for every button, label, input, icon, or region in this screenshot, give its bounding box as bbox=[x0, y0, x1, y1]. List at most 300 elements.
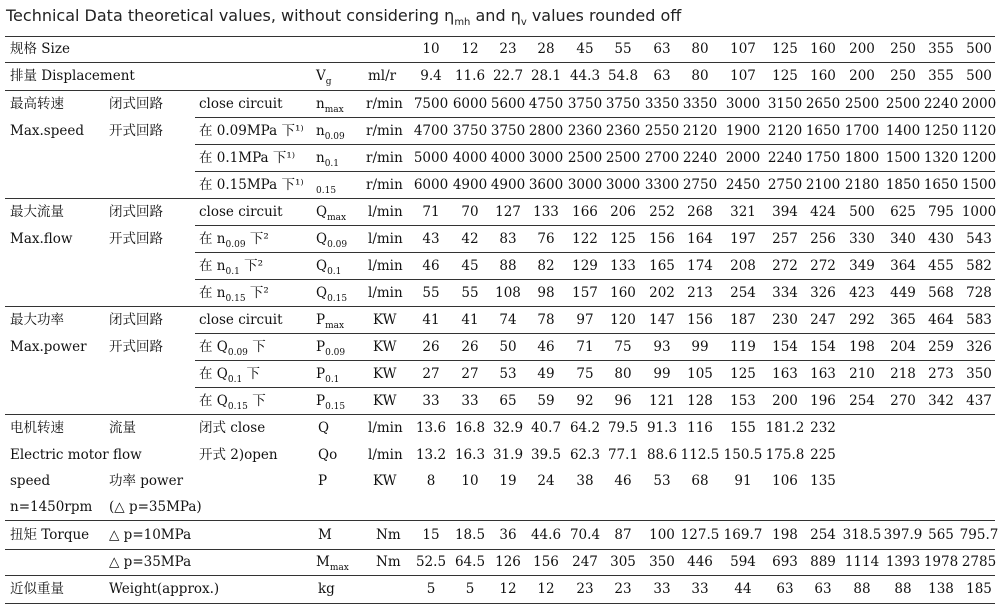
table-cell: 135 bbox=[810, 473, 836, 489]
table-cell: 154 bbox=[772, 339, 798, 355]
row-label: ml/r bbox=[368, 68, 397, 84]
table-cell: 2500 bbox=[605, 150, 641, 166]
row-label: 在 $n_{0.1}$ 下² bbox=[199, 258, 264, 277]
table-cell: 54.8 bbox=[607, 68, 639, 84]
row-label: $P_{0.1}$ bbox=[316, 366, 340, 385]
table-cell: 500 bbox=[966, 41, 992, 57]
row-label: close circuit bbox=[199, 204, 283, 220]
table-cell: 63 bbox=[653, 68, 671, 84]
table-cell: 1850 bbox=[885, 177, 921, 193]
table-cell: 163 bbox=[810, 366, 836, 382]
row-label: 在 $n_{0.15}$ 下² bbox=[199, 285, 269, 304]
table-cell: 5 bbox=[426, 581, 436, 597]
table-cell: 3750 bbox=[490, 123, 526, 139]
table-cell: 437 bbox=[966, 393, 992, 409]
table-rule bbox=[5, 520, 995, 521]
table-rule bbox=[5, 36, 995, 37]
table-rule bbox=[5, 306, 995, 307]
table-cell: 77.1 bbox=[607, 447, 639, 463]
table-cell: 127.5 bbox=[680, 527, 720, 543]
table-cell: 181.2 bbox=[765, 420, 805, 436]
table-cell: 256 bbox=[810, 231, 836, 247]
table-cell: 2500 bbox=[885, 96, 921, 112]
row-label: 最高转速 bbox=[10, 96, 64, 112]
row-label: Max.power bbox=[10, 339, 87, 355]
table-cell: 175.8 bbox=[765, 447, 805, 463]
table-cell: 63 bbox=[814, 581, 832, 597]
table-cell: 198 bbox=[772, 527, 798, 543]
table-cell: 3000 bbox=[605, 177, 641, 193]
row-label: 在 $Q_{0.09}$ 下 bbox=[199, 339, 266, 358]
table-cell: 3350 bbox=[644, 96, 680, 112]
table-cell: 1978 bbox=[923, 554, 959, 570]
table-cell: 133 bbox=[533, 204, 559, 220]
table-cell: 252 bbox=[649, 204, 675, 220]
table-cell: 27 bbox=[461, 366, 479, 382]
table-rule bbox=[5, 62, 995, 63]
table-cell: 155 bbox=[730, 420, 756, 436]
row-label: $Q_{0.1}$ bbox=[316, 258, 342, 277]
table-cell: 71 bbox=[422, 204, 440, 220]
table-cell: 364 bbox=[890, 258, 916, 274]
table-cell: 44.3 bbox=[569, 68, 601, 84]
table-cell: 11.6 bbox=[454, 68, 486, 84]
table-cell: 3750 bbox=[452, 123, 488, 139]
table-cell: 206 bbox=[610, 204, 636, 220]
table-cell: 28.1 bbox=[530, 68, 562, 84]
table-cell: 33 bbox=[691, 581, 709, 597]
table-cell: 147 bbox=[649, 312, 675, 328]
table-cell: 45 bbox=[461, 258, 479, 274]
row-label: kg bbox=[318, 581, 335, 597]
table-cell: 4000 bbox=[490, 150, 526, 166]
table-cell: 5000 bbox=[413, 150, 449, 166]
table-cell: 105 bbox=[687, 366, 713, 382]
table-cell: 33 bbox=[422, 393, 440, 409]
table-cell: 44.6 bbox=[530, 527, 562, 543]
table-rule bbox=[195, 171, 995, 172]
table-cell: 33 bbox=[461, 393, 479, 409]
row-label: 闭式 close bbox=[199, 420, 266, 436]
table-cell: 394 bbox=[772, 204, 798, 220]
table-cell: 96 bbox=[614, 393, 632, 409]
table-cell: 446 bbox=[687, 554, 713, 570]
row-label: 在 $Q_{0.1}$ 下 bbox=[199, 366, 260, 385]
table-cell: 157 bbox=[572, 285, 598, 301]
row-label: close circuit bbox=[199, 96, 283, 112]
table-cell: 83 bbox=[499, 231, 517, 247]
table-cell: 75 bbox=[576, 366, 594, 382]
table-cell: 2500 bbox=[567, 150, 603, 166]
table-cell: 397.9 bbox=[883, 527, 923, 543]
row-label: 近似重量 bbox=[10, 581, 64, 597]
row-label: 规格 Size bbox=[10, 41, 70, 57]
row-label: $n_{0.09}$ bbox=[316, 123, 345, 142]
table-cell: 80 bbox=[614, 366, 632, 382]
table-cell: 31.9 bbox=[492, 447, 524, 463]
table-cell: 91.3 bbox=[646, 420, 678, 436]
table-cell: 568 bbox=[928, 285, 954, 301]
table-cell: 250 bbox=[890, 68, 916, 84]
table-heading: Technical Data theoretical values, without considering $\eta_{mh}$ and $\eta_v$ values rounded off bbox=[6, 6, 682, 29]
row-label: l/min bbox=[368, 258, 403, 274]
table-cell: 46 bbox=[422, 258, 440, 274]
row-label: 开式回路 bbox=[109, 123, 163, 139]
table-cell: 4700 bbox=[413, 123, 449, 139]
table-cell: 24 bbox=[537, 473, 555, 489]
table-cell: 3600 bbox=[528, 177, 564, 193]
table-cell: 565 bbox=[928, 527, 954, 543]
table-cell: 254 bbox=[730, 285, 756, 301]
table-cell: 127 bbox=[495, 204, 521, 220]
table-rule bbox=[195, 252, 995, 253]
table-cell: 4900 bbox=[490, 177, 526, 193]
table-cell: 40.7 bbox=[530, 420, 562, 436]
table-cell: 44 bbox=[734, 581, 752, 597]
table-cell: 27 bbox=[422, 366, 440, 382]
table-cell: 12 bbox=[537, 581, 555, 597]
table-cell: 91 bbox=[734, 473, 752, 489]
table-cell: 1120 bbox=[961, 123, 997, 139]
table-cell: 582 bbox=[966, 258, 992, 274]
table-cell: 75 bbox=[614, 339, 632, 355]
table-cell: 82 bbox=[537, 258, 555, 274]
table-rule bbox=[5, 90, 995, 91]
table-cell: 365 bbox=[890, 312, 916, 328]
row-label: (△ p=35MPa) bbox=[109, 499, 202, 515]
table-cell: 121 bbox=[649, 393, 675, 409]
table-cell: 1700 bbox=[844, 123, 880, 139]
table-cell: 120 bbox=[610, 312, 636, 328]
table-cell: 795 bbox=[928, 204, 954, 220]
table-cell: 4900 bbox=[452, 177, 488, 193]
table-rule bbox=[195, 144, 995, 145]
table-cell: 76 bbox=[537, 231, 555, 247]
table-cell: 3750 bbox=[567, 96, 603, 112]
table-cell: 187 bbox=[730, 312, 756, 328]
table-cell: 36 bbox=[499, 527, 517, 543]
table-cell: 43 bbox=[422, 231, 440, 247]
table-cell: 88 bbox=[853, 581, 871, 597]
row-label: Qo bbox=[318, 447, 338, 463]
row-label: KW bbox=[373, 393, 397, 409]
table-cell: 64.5 bbox=[454, 554, 486, 570]
table-cell: 12 bbox=[461, 41, 479, 57]
table-cell: 273 bbox=[928, 366, 954, 382]
row-label: 在 0.1MPa 下¹⁾ bbox=[199, 150, 296, 166]
table-cell: 594 bbox=[730, 554, 756, 570]
table-cell: 68 bbox=[691, 473, 709, 489]
table-cell: 63 bbox=[776, 581, 794, 597]
table-cell: 164 bbox=[687, 231, 713, 247]
table-cell: 55 bbox=[422, 285, 440, 301]
table-cell: 247 bbox=[810, 312, 836, 328]
table-cell: 340 bbox=[890, 231, 916, 247]
table-cell: 1400 bbox=[885, 123, 921, 139]
table-cell: 2360 bbox=[567, 123, 603, 139]
row-label: speed bbox=[10, 473, 51, 489]
row-label: Nm bbox=[376, 527, 401, 543]
table-rule bbox=[5, 549, 995, 550]
table-cell: 153 bbox=[730, 393, 756, 409]
table-cell: 88 bbox=[894, 581, 912, 597]
table-cell: 2550 bbox=[644, 123, 680, 139]
row-label: KW bbox=[373, 473, 397, 489]
table-cell: 321 bbox=[730, 204, 756, 220]
table-cell: 6000 bbox=[413, 177, 449, 193]
table-cell: 16.3 bbox=[454, 447, 486, 463]
row-label: Q bbox=[318, 420, 330, 436]
table-cell: 2800 bbox=[528, 123, 564, 139]
table-cell: 107 bbox=[730, 41, 756, 57]
table-rule bbox=[5, 575, 995, 576]
row-label: M bbox=[318, 527, 332, 543]
table-cell: 74 bbox=[499, 312, 517, 328]
table-cell: 247 bbox=[572, 554, 598, 570]
row-label: Weight(approx.) bbox=[109, 581, 220, 597]
table-cell: 88.6 bbox=[646, 447, 678, 463]
table-cell: 424 bbox=[810, 204, 836, 220]
row-label: 最大功率 bbox=[10, 312, 64, 328]
table-rule bbox=[195, 117, 995, 118]
table-cell: 2120 bbox=[682, 123, 718, 139]
row-label: KW bbox=[373, 339, 397, 355]
table-cell: 93 bbox=[653, 339, 671, 355]
table-cell: 795.7 bbox=[959, 527, 999, 543]
table-cell: 16.8 bbox=[454, 420, 486, 436]
table-cell: 3000 bbox=[567, 177, 603, 193]
table-cell: 70 bbox=[461, 204, 479, 220]
row-label: $n_{max}$ bbox=[316, 96, 344, 115]
table-cell: 3300 bbox=[644, 177, 680, 193]
table-cell: 350 bbox=[966, 366, 992, 382]
table-cell: 200 bbox=[849, 68, 875, 84]
table-cell: 257 bbox=[772, 231, 798, 247]
table-cell: 1500 bbox=[885, 150, 921, 166]
table-cell: 160 bbox=[810, 68, 836, 84]
table-cell: 2000 bbox=[961, 96, 997, 112]
table-rule bbox=[5, 414, 995, 415]
table-cell: 543 bbox=[966, 231, 992, 247]
table-cell: 174 bbox=[687, 258, 713, 274]
row-label: r/min bbox=[366, 177, 403, 193]
table-cell: 318.5 bbox=[842, 527, 882, 543]
row-label: r/min bbox=[366, 96, 403, 112]
table-cell: 80 bbox=[691, 68, 709, 84]
table-cell: 79.5 bbox=[607, 420, 639, 436]
table-cell: 9.4 bbox=[420, 68, 442, 84]
table-cell: 39.5 bbox=[530, 447, 562, 463]
row-label: r/min bbox=[366, 150, 403, 166]
table-cell: 156 bbox=[649, 231, 675, 247]
table-cell: 625 bbox=[890, 204, 916, 220]
row-label: n=1450rpm bbox=[10, 499, 93, 515]
table-cell: 126 bbox=[495, 554, 521, 570]
table-cell: 334 bbox=[772, 285, 798, 301]
table-cell: 1650 bbox=[805, 123, 841, 139]
table-cell: 2360 bbox=[605, 123, 641, 139]
table-cell: 18.5 bbox=[454, 527, 486, 543]
table-cell: 355 bbox=[928, 68, 954, 84]
table-cell: 3150 bbox=[767, 96, 803, 112]
table-cell: 156 bbox=[533, 554, 559, 570]
table-cell: 500 bbox=[966, 68, 992, 84]
table-cell: 2180 bbox=[844, 177, 880, 193]
row-label: 开式 2)open bbox=[199, 447, 278, 463]
table-cell: 1114 bbox=[844, 554, 880, 570]
table-cell: 196 bbox=[810, 393, 836, 409]
table-cell: 455 bbox=[928, 258, 954, 274]
table-cell: 59 bbox=[537, 393, 555, 409]
row-label: 扭矩 Torque bbox=[10, 527, 90, 543]
table-cell: 46 bbox=[614, 473, 632, 489]
table-cell: 2750 bbox=[767, 177, 803, 193]
table-cell: 4750 bbox=[528, 96, 564, 112]
table-cell: 250 bbox=[890, 41, 916, 57]
table-cell: 449 bbox=[890, 285, 916, 301]
table-cell: 107 bbox=[730, 68, 756, 84]
table-cell: 99 bbox=[691, 339, 709, 355]
table-cell: 1393 bbox=[885, 554, 921, 570]
table-rule bbox=[195, 360, 995, 361]
row-label: 在 $n_{0.09}$ 下² bbox=[199, 231, 269, 250]
row-label: $Q_{0.09}$ bbox=[316, 231, 348, 250]
table-rule bbox=[195, 387, 995, 388]
table-cell: 2240 bbox=[923, 96, 959, 112]
table-cell: 62.3 bbox=[569, 447, 601, 463]
table-cell: 65 bbox=[499, 393, 517, 409]
table-cell: 2240 bbox=[682, 150, 718, 166]
table-cell: 326 bbox=[810, 285, 836, 301]
table-cell: 122 bbox=[572, 231, 598, 247]
row-label: Electric motor flow bbox=[10, 447, 142, 463]
table-cell: 99 bbox=[653, 366, 671, 382]
table-cell: 28 bbox=[537, 41, 555, 57]
table-cell: 50 bbox=[499, 339, 517, 355]
row-label: 电机转速 bbox=[10, 420, 64, 436]
table-cell: 10 bbox=[461, 473, 479, 489]
table-cell: 254 bbox=[849, 393, 875, 409]
table-cell: 6000 bbox=[452, 96, 488, 112]
table-cell: 19 bbox=[499, 473, 517, 489]
table-cell: 1320 bbox=[923, 150, 959, 166]
table-cell: 41 bbox=[461, 312, 479, 328]
row-label: $Q_{max}$ bbox=[316, 204, 347, 223]
table-cell: 55 bbox=[461, 285, 479, 301]
table-cell: 160 bbox=[810, 41, 836, 57]
row-label: l/min bbox=[368, 285, 403, 301]
row-label: 闭式回路 bbox=[109, 312, 163, 328]
table-cell: 13.6 bbox=[415, 420, 447, 436]
row-label: 在 0.15MPa 下¹⁾ bbox=[199, 177, 304, 193]
table-cell: 268 bbox=[687, 204, 713, 220]
row-label: 排量 Displacement bbox=[10, 68, 135, 84]
table-cell: 33 bbox=[653, 581, 671, 597]
table-cell: 108 bbox=[495, 285, 521, 301]
table-cell: 1200 bbox=[961, 150, 997, 166]
row-label: 闭式回路 bbox=[109, 96, 163, 112]
table-cell: 1800 bbox=[844, 150, 880, 166]
table-cell: 270 bbox=[890, 393, 916, 409]
row-label: r/min bbox=[366, 123, 403, 139]
row-label: △ p=10MPa bbox=[109, 527, 192, 543]
table-cell: 2100 bbox=[805, 177, 841, 193]
row-label: 功率 power bbox=[109, 473, 184, 489]
table-cell: 3000 bbox=[725, 96, 761, 112]
row-label: 闭式回路 bbox=[109, 204, 163, 220]
table-cell: 349 bbox=[849, 258, 875, 274]
table-cell: 53 bbox=[653, 473, 671, 489]
table-cell: 22.7 bbox=[492, 68, 524, 84]
table-cell: 160 bbox=[610, 285, 636, 301]
table-cell: 92 bbox=[576, 393, 594, 409]
table-cell: 213 bbox=[687, 285, 713, 301]
row-label: $P_{0.15}$ bbox=[316, 393, 346, 412]
table-cell: 15 bbox=[422, 527, 440, 543]
table-rule bbox=[195, 225, 995, 226]
row-label: Max.speed bbox=[10, 123, 84, 139]
table-cell: 355 bbox=[928, 41, 954, 57]
table-cell: 45 bbox=[576, 41, 594, 57]
row-label: KW bbox=[373, 366, 397, 382]
table-cell: 128 bbox=[687, 393, 713, 409]
table-cell: 49 bbox=[537, 366, 555, 382]
table-cell: 2500 bbox=[844, 96, 880, 112]
table-cell: 2240 bbox=[767, 150, 803, 166]
table-cell: 46 bbox=[537, 339, 555, 355]
table-cell: 71 bbox=[576, 339, 594, 355]
table-cell: 254 bbox=[810, 527, 836, 543]
table-cell: 430 bbox=[928, 231, 954, 247]
table-cell: 80 bbox=[691, 41, 709, 57]
table-cell: 88 bbox=[499, 258, 517, 274]
table-cell: 138 bbox=[928, 581, 954, 597]
table-cell: 305 bbox=[610, 554, 636, 570]
table-cell: 125 bbox=[730, 366, 756, 382]
table-cell: 326 bbox=[966, 339, 992, 355]
row-label: $P_{0.09}$ bbox=[316, 339, 346, 358]
table-cell: 272 bbox=[772, 258, 798, 274]
table-cell: 52.5 bbox=[415, 554, 447, 570]
table-cell: 2450 bbox=[725, 177, 761, 193]
table-cell: 202 bbox=[649, 285, 675, 301]
row-label: 流量 bbox=[109, 420, 136, 436]
table-cell: 1650 bbox=[923, 177, 959, 193]
table-cell: 342 bbox=[928, 393, 954, 409]
row-label: l/min bbox=[368, 231, 403, 247]
table-cell: 2750 bbox=[682, 177, 718, 193]
table-cell: 150.5 bbox=[723, 447, 763, 463]
row-label: Max.flow bbox=[10, 231, 73, 247]
table-cell: 210 bbox=[849, 366, 875, 382]
table-cell: 26 bbox=[461, 339, 479, 355]
row-label: △ p=35MPa bbox=[109, 554, 192, 570]
row-label: $n_{0.1}$ bbox=[316, 150, 340, 169]
table-cell: 163 bbox=[772, 366, 798, 382]
table-cell: 218 bbox=[890, 366, 916, 382]
table-cell: 133 bbox=[610, 258, 636, 274]
table-cell: 42 bbox=[461, 231, 479, 247]
table-cell: 4000 bbox=[452, 150, 488, 166]
table-cell: 693 bbox=[772, 554, 798, 570]
table-cell: 129 bbox=[572, 258, 598, 274]
table-cell: 464 bbox=[928, 312, 954, 328]
table-cell: 185 bbox=[966, 581, 992, 597]
table-cell: 1500 bbox=[961, 177, 997, 193]
table-cell: 154 bbox=[810, 339, 836, 355]
table-cell: 2785 bbox=[961, 554, 997, 570]
row-label: $P_{max}$ bbox=[316, 312, 345, 331]
